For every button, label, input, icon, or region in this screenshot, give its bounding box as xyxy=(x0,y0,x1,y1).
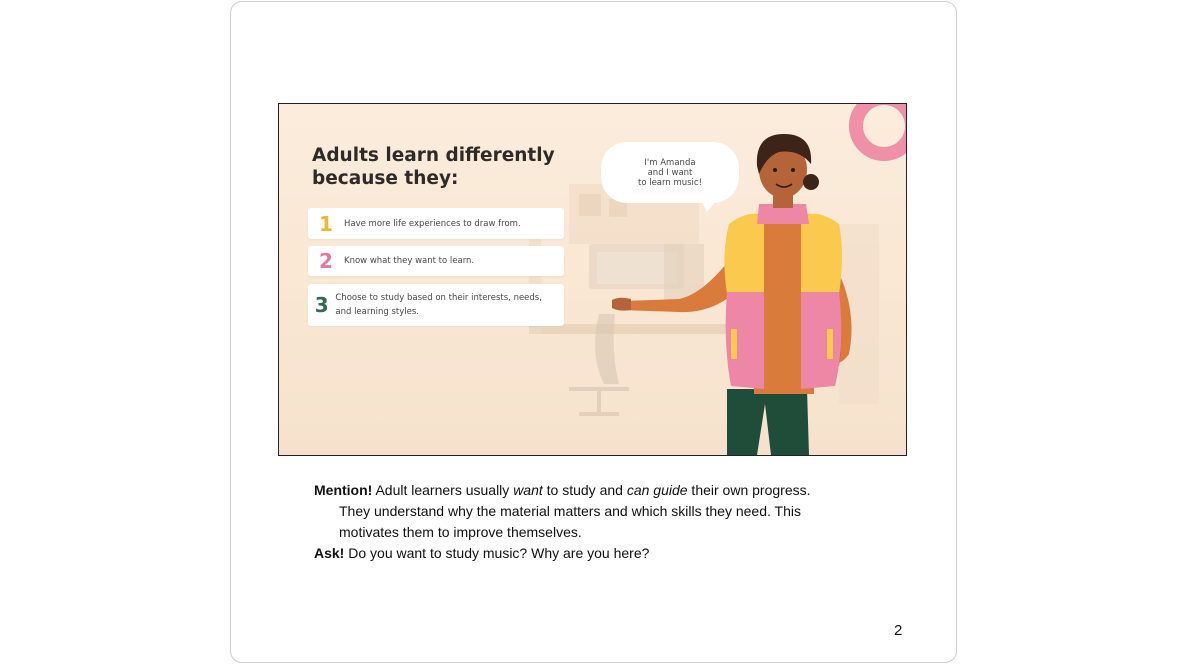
slide-image xyxy=(278,103,907,456)
list-text: Have more life experiences to draw from. xyxy=(344,218,521,229)
page-number: 2 xyxy=(894,622,903,639)
list-number: 1 xyxy=(319,211,333,236)
speech-bubble: I'm Amanda and I want to learn music! xyxy=(601,142,739,203)
slide-title: Adults learn differently because they: xyxy=(312,145,555,189)
speaker-notes xyxy=(314,480,914,564)
list-item xyxy=(308,246,564,276)
ask-label: Ask! xyxy=(314,545,345,561)
list-item xyxy=(308,284,564,326)
mention-line-3: motivates them to improve themselves. xyxy=(339,524,582,540)
mention-line-2: They understand why the material matters and which skills they need. This xyxy=(339,503,801,519)
amanda-character-illustration xyxy=(609,104,906,455)
document-page xyxy=(230,1,957,663)
mention-line: Mention! Adult learners usually want to study and can guide their own progress. xyxy=(314,482,811,498)
list-item xyxy=(308,208,564,239)
list-text: Choose to study based on their interests, needs, and learning styles. xyxy=(335,293,542,317)
list-number: 3 xyxy=(314,293,329,317)
ask-line: Ask! Do you want to study music? Why are you here? xyxy=(314,545,650,561)
list-text: Know what they want to learn. xyxy=(344,256,475,266)
list-number: 2 xyxy=(319,249,333,273)
mention-label: Mention! xyxy=(314,482,373,498)
